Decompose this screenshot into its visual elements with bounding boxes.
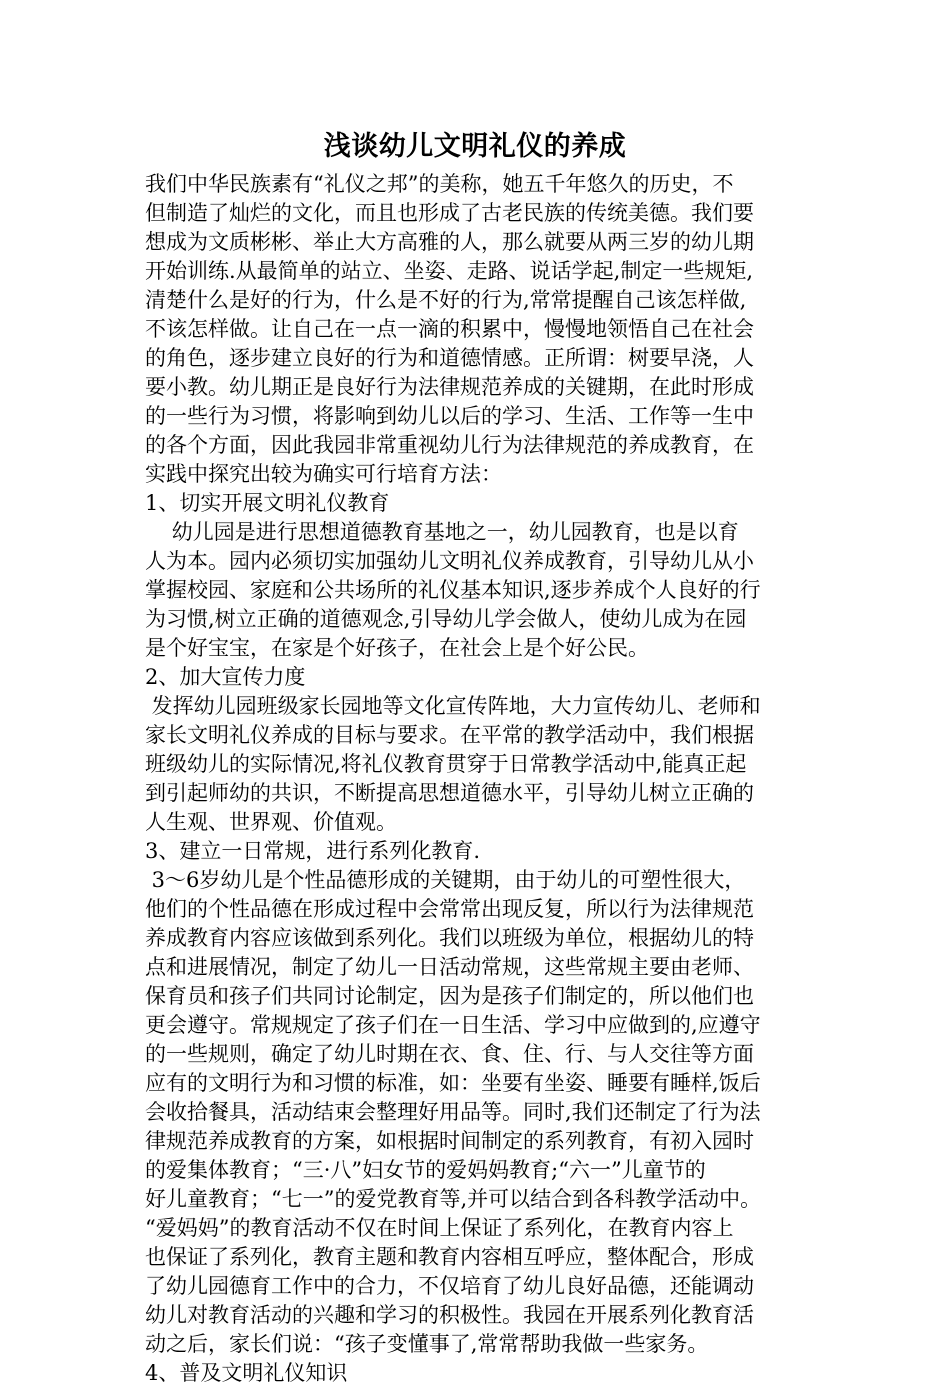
text-line: 掌握校园、家庭和公共场所的礼仪基本知识,逐步养成个人良好的行 xyxy=(145,578,761,602)
text-line: 人生观、世界观、价值观。 xyxy=(145,810,397,834)
text-line: 3～6岁幼儿是个性品德形成的关键期，由于幼儿的可塑性很大， xyxy=(145,868,746,892)
text-line: 养成教育内容应该做到系列化。我们以班级为单位，根据幼儿的特 xyxy=(145,926,754,950)
text-line: 2、加大宣传力度 xyxy=(145,665,306,689)
text-line: 的一些规则，确定了幼儿时期在衣、食、住、行、与人交往等方面 xyxy=(145,1042,754,1066)
document-title: 浅谈幼儿文明礼仪的养成 xyxy=(323,131,627,162)
text-line: 我们中华民族素有“礼仪之邦”的美称，她五千年悠久的历史，不 xyxy=(145,172,734,196)
text-line: 的一些行为习惯，将影响到幼儿以后的学习、生活、工作等一生中 xyxy=(145,404,754,428)
text-line: 应有的文明行为和习惯的标准，如：坐要有坐姿、睡要有睡样,饭后 xyxy=(145,1071,761,1095)
text-line: 保育员和孩子们共同讨论制定，因为是孩子们制定的，所以他们也 xyxy=(145,984,754,1008)
text-line: 开始训练.从最简单的站立、坐姿、走路、说话学起,制定一些规矩, xyxy=(145,259,754,283)
text-line: 的角色，逐步建立良好的行为和道德情感。正所谓：树要早浇，人 xyxy=(145,346,754,370)
text-line: 幼儿园是进行思想道德教育基地之一，幼儿园教育，也是以育 xyxy=(145,520,739,544)
text-line: 想成为文质彬彬、举止大方高雅的人，那么就要从两三岁的幼儿期 xyxy=(145,230,754,254)
text-line: 1、切实开展文明礼仪教育 xyxy=(145,491,390,515)
text-line: 幼儿对教育活动的兴趣和学习的积极性。我园在开展系列化教育活 xyxy=(145,1303,754,1327)
text-line: 律规范养成教育的方案，如根据时间制定的系列教育，有初入园时 xyxy=(145,1129,754,1153)
text-line: 也保证了系列化，教育主题和教育内容相互呼应，整体配合，形成 xyxy=(145,1245,754,1269)
text-line: 不该怎样做。让自己在一点一滴的积累中，慢慢地领悟自己在社会 xyxy=(145,317,754,341)
text-line: 为习惯,树立正确的道德观念,引导幼儿学会做人，使幼儿成为在园 xyxy=(145,607,747,631)
text-line: 4、普及文明礼仪知识 xyxy=(145,1361,348,1385)
text-line: 的爱集体教育；“三·八”妇女节的爱妈妈教育;“六一”儿童节的 xyxy=(145,1158,706,1182)
text-line: 实践中探究出较为确实可行培育方法： xyxy=(145,462,502,486)
text-line: 人为本。园内必须切实加强幼儿文明礼仪养成教育，引导幼儿从小 xyxy=(145,549,754,573)
text-line: 会收拾餐具，活动结束会整理好用品等。同时,我们还制定了行为法 xyxy=(145,1100,761,1124)
text-line: 家长文明礼仪养成的目标与要求。在平常的教学活动中，我们根据 xyxy=(145,723,754,747)
text-line: “爱妈妈”的教育活动不仅在时间上保证了系列化，在教育内容上 xyxy=(145,1216,734,1240)
text-line: 他们的个性品德在形成过程中会常常出现反复，所以行为法律规范 xyxy=(145,897,754,921)
text-line: 要小教。幼儿期正是良好行为法律规范养成的关键期，在此时形成 xyxy=(145,375,754,399)
text-line: 发挥幼儿园班级家长园地等文化宣传阵地，大力宣传幼儿、老师和 xyxy=(145,694,761,718)
text-line: 到引起师幼的共识，不断提高思想道德水平，引导幼儿树立正确的 xyxy=(145,781,754,805)
document-body xyxy=(145,170,815,1388)
text-line: 的各个方面，因此我园非常重视幼儿行为法律规范的养成教育，在 xyxy=(145,433,754,457)
text-line: 3、建立一日常规，进行系列化教育. xyxy=(145,839,481,863)
text-line: 班级幼儿的实际情况,将礼仪教育贯穿于日常教学活动中,能真正起 xyxy=(145,752,747,776)
text-line: 但制造了灿烂的文化，而且也形成了古老民族的传统美德。我们要 xyxy=(145,201,754,225)
text-line: 更会遵守。常规规定了孩子们在一日生活、学习中应做到的,应遵守 xyxy=(145,1013,761,1037)
text-line: 清楚什么是好的行为，什么是不好的行为,常常提醒自己该怎样做, xyxy=(145,288,747,312)
text-line: 点和进展情况，制定了幼儿一日活动常规，这些常规主要由老师、 xyxy=(145,955,754,979)
text-line: 动之后，家长们说：“孩子变懂事了,常常帮助我做一些家务。 xyxy=(145,1332,709,1356)
text-line: 好儿童教育；“七一”的爱党教育等,并可以结合到各科教学活动中。 xyxy=(145,1187,762,1211)
text-line: 了幼儿园德育工作中的合力，不仅培育了幼儿良好品德，还能调动 xyxy=(145,1274,754,1298)
text-line: 是个好宝宝，在家是个好孩子，在社会上是个好公民。 xyxy=(145,636,649,660)
